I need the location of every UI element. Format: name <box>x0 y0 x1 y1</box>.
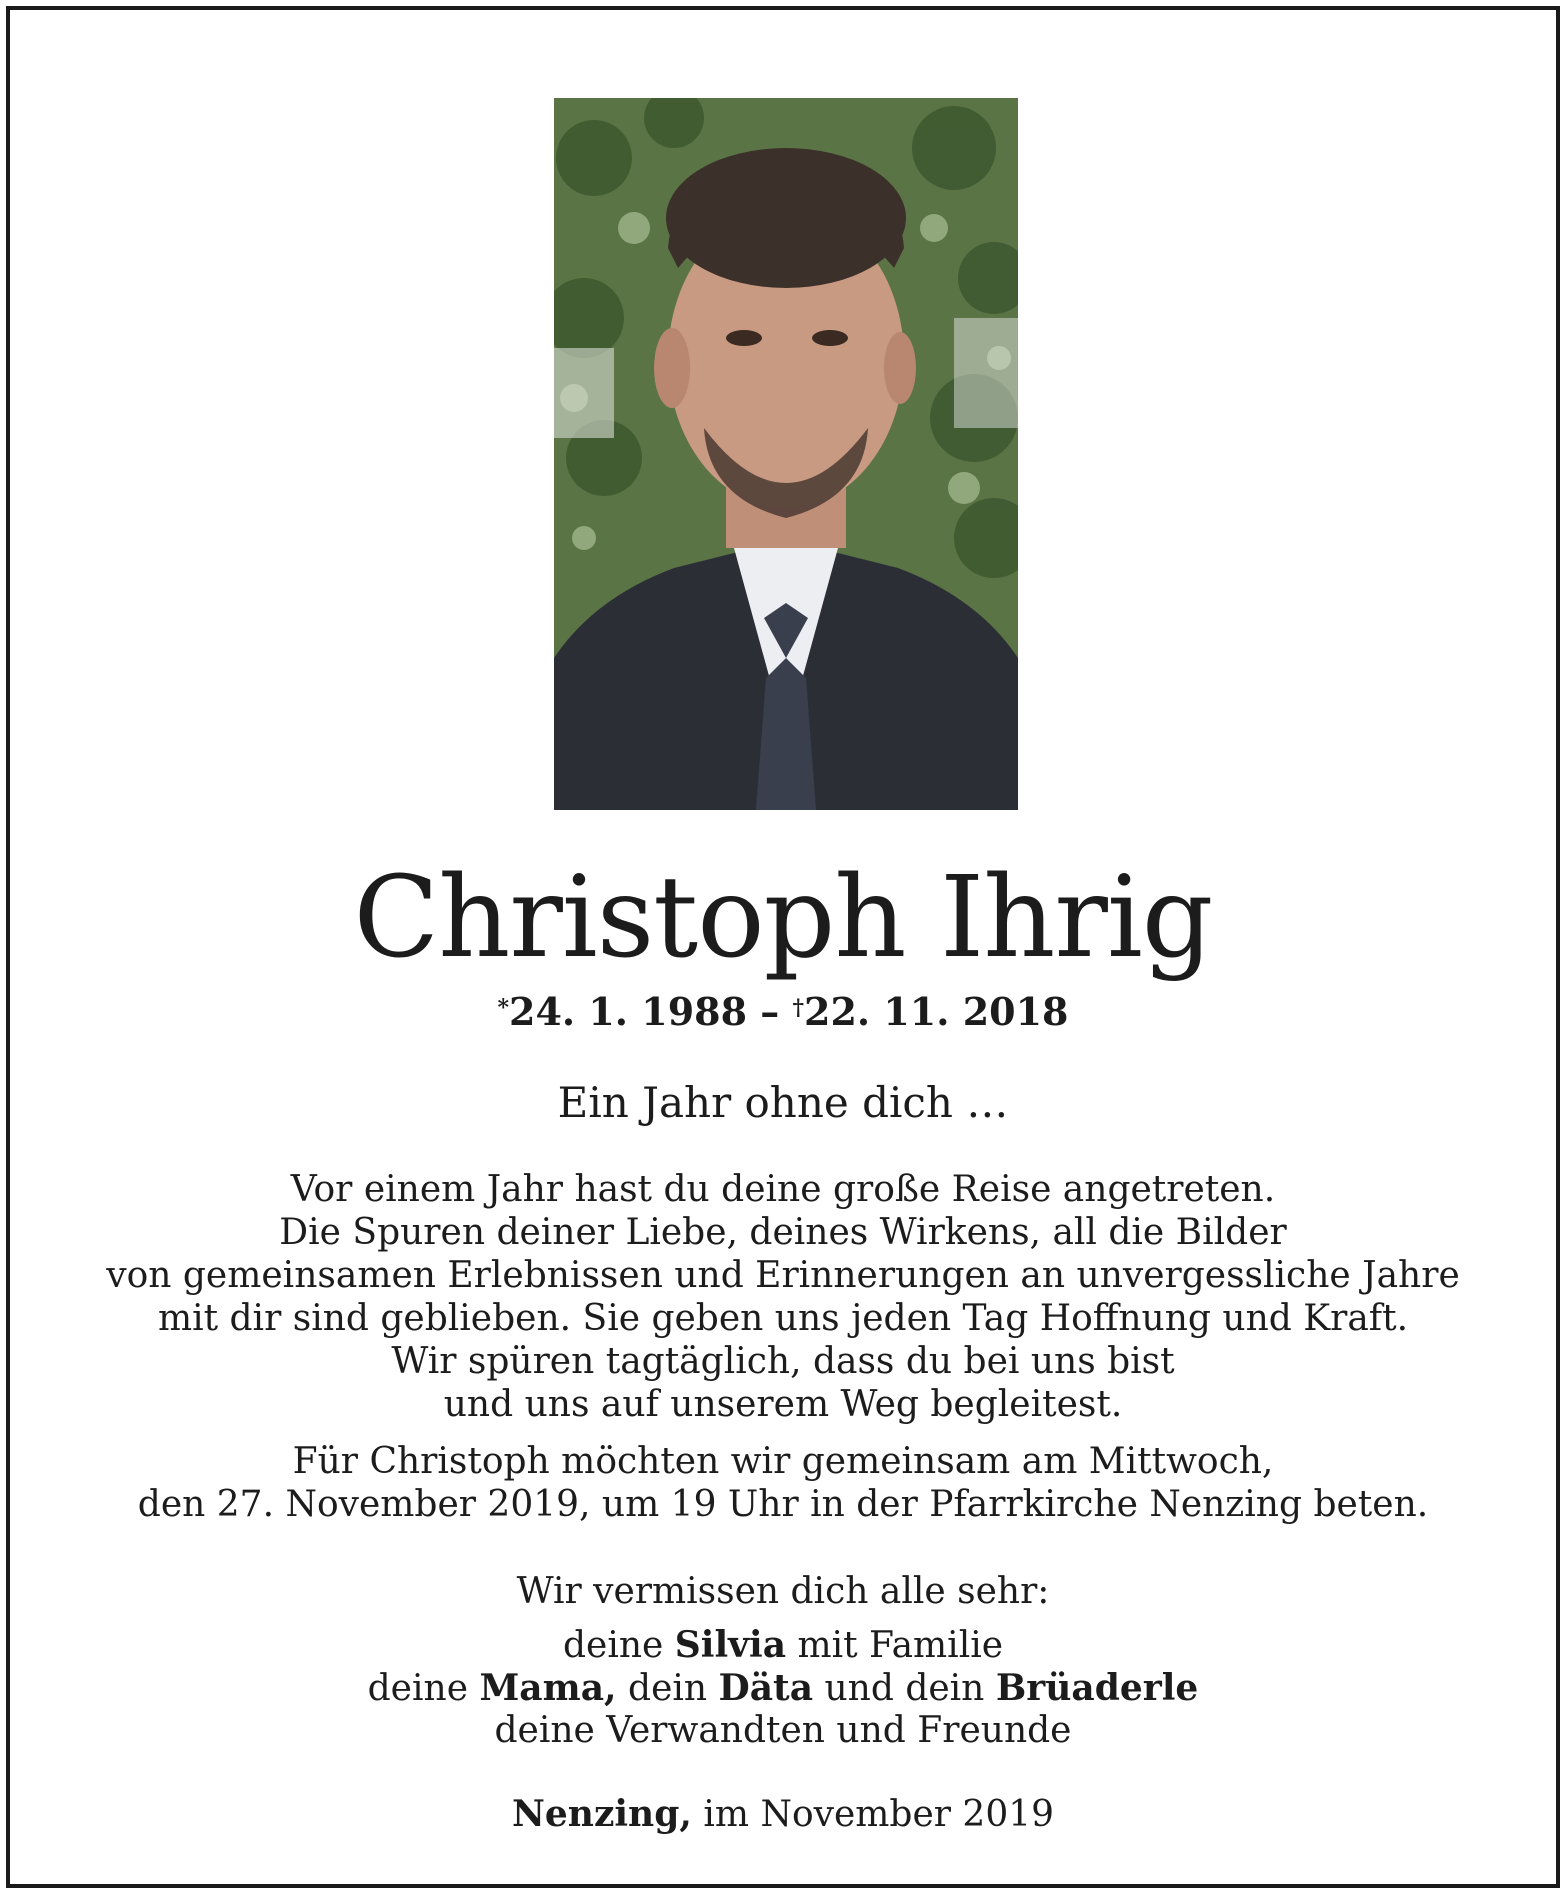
paragraph-line: Vor einem Jahr hast du deine große Reise angetreten. <box>290 1169 1276 1210</box>
signer-text: dein <box>616 1668 719 1709</box>
signers-list <box>10 1624 1556 1752</box>
date-separator: – <box>747 989 793 1034</box>
birth-date: 24. 1. 1988 <box>509 989 748 1034</box>
paragraph-line: Wir spüren tagtäglich, dass du bei uns bist <box>391 1341 1175 1382</box>
signer-line-1 <box>10 1624 1556 1667</box>
prayer-announcement <box>10 1440 1556 1526</box>
death-symbol: † <box>792 995 805 1021</box>
signer-name-mama: Mama, <box>479 1667 617 1709</box>
paragraph-line: mit dir sind geblieben. Sie geben uns jeden Tag Hoffnung und Kraft. <box>157 1298 1409 1339</box>
deceased-name: Christoph Ihrig <box>353 853 1213 983</box>
signer-name-daeta: Däta <box>718 1667 814 1709</box>
paragraph-line: und uns auf unserem Weg begleitest. <box>443 1384 1123 1425</box>
memorial-heading: Ein Jahr ohne dich … <box>557 1078 1009 1127</box>
signer-name-silvia: Silvia <box>674 1624 787 1666</box>
paragraph-line: den 27. November 2019, um 19 Uhr in der Pfarrkirche Nenzing beten. <box>137 1484 1429 1525</box>
closing-date: im November 2019 <box>691 1794 1055 1835</box>
obituary-frame <box>6 6 1560 1888</box>
portrait-image <box>554 98 1018 810</box>
signer-name-brueaderle: Brüaderle <box>995 1667 1199 1709</box>
birth-symbol: * <box>497 995 510 1021</box>
life-dates <box>10 990 1556 1034</box>
paragraph-line: von gemeinsamen Erlebnissen und Erinnerungen an unvergessliche Jahre <box>106 1255 1460 1296</box>
closing-place: Nenzing, <box>511 1793 692 1835</box>
closing-line <box>10 1792 1556 1837</box>
paragraph-line: Die Spuren deiner Liebe, deines Wirkens, all die Bilder <box>279 1212 1287 1253</box>
paragraph-line: Für Christoph möchten wir gemeinsam am Mittwoch, <box>292 1441 1274 1482</box>
memorial-paragraph-1 <box>10 1168 1556 1426</box>
death-date: 22. 11. 2018 <box>804 989 1069 1034</box>
signer-line-2 <box>10 1667 1556 1710</box>
signer-text: mit Familie <box>786 1625 1004 1666</box>
portrait-photo <box>554 98 1018 810</box>
signer-text: deine <box>367 1668 480 1709</box>
signer-line-3: deine Verwandten und Freunde <box>494 1710 1072 1751</box>
miss-you-line: Wir vermissen dich alle sehr: <box>516 1571 1050 1612</box>
signer-text: und dein <box>813 1668 996 1709</box>
signer-text: deine <box>562 1625 675 1666</box>
